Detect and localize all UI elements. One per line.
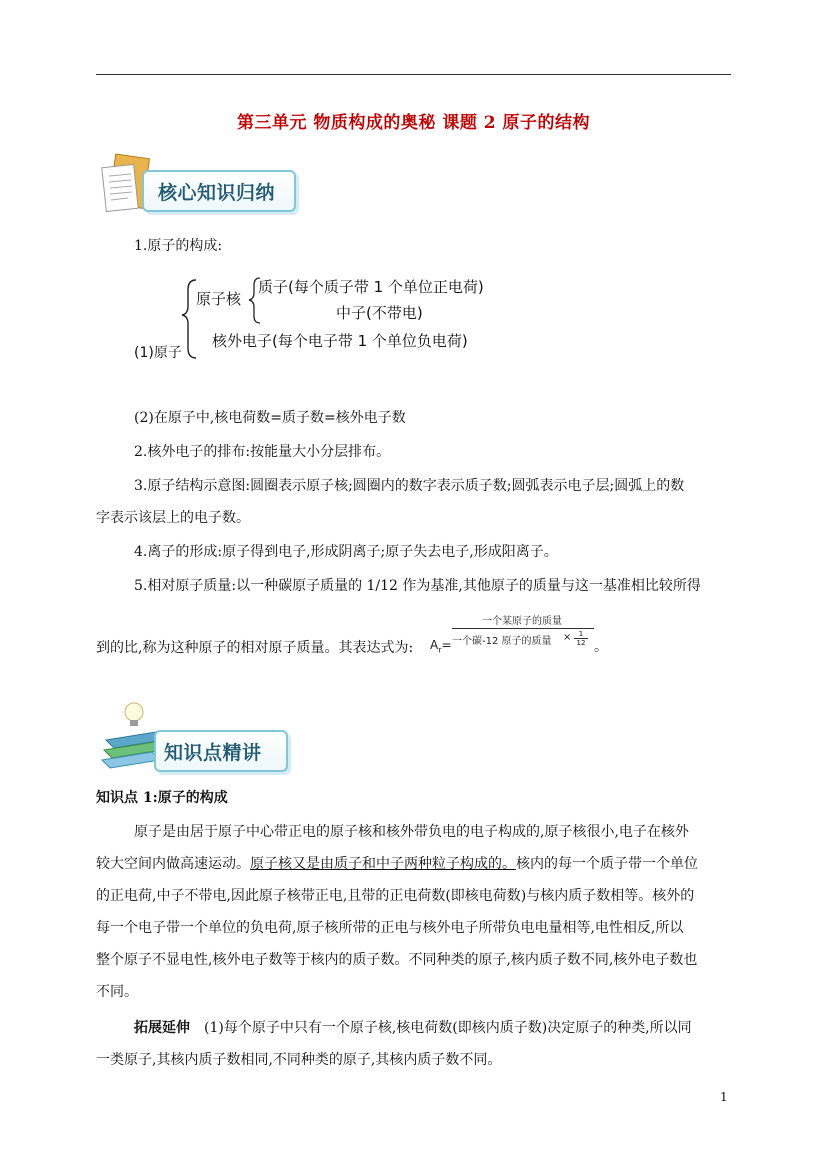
core-item-3-line-1: 3.原子结构示意图:圆圈表示原子核;圆圈内的数字表示质子数;圆弧表示电子层;圆弧上的数 — [134, 478, 685, 494]
extension-label: 拓展延伸 — [134, 1020, 190, 1036]
formula-equals: = — [441, 638, 452, 652]
nucleus-label: 原子核 — [196, 290, 242, 308]
formula-fraction-bar — [452, 628, 594, 629]
formula-small-fraction — [574, 630, 588, 647]
extension-line-2: 一类原子,其核内质子数相同,不同种类的原子,其核内质子数不同。 — [96, 1052, 502, 1068]
neutron-label: 中子(不带电) — [336, 304, 423, 322]
atom-composition-diagram — [134, 268, 554, 368]
formula-lhs-subscript: r — [438, 645, 442, 655]
kp1-line-3: 的正电荷,中子不带电,因此原子核带正电,且带的正电荷数(即核电荷数)与核内质子数相等。核外的 — [96, 888, 695, 904]
atom-label: (1)原子 — [134, 345, 182, 361]
formula-denominator: 一个碳-12 原子的质量 — [452, 636, 552, 647]
formula-lhs-symbol: A — [430, 638, 439, 652]
knowledge-explain-banner — [98, 700, 298, 774]
extension-line-1 — [134, 1018, 692, 1038]
core-item-3-line-2: 字表示该层上的电子数。 — [96, 510, 250, 526]
core-item-5-line-2: 到的比,称为这种原子的相对原子质量。其表达式为: — [96, 640, 414, 656]
relative-atomic-mass-formula — [430, 612, 620, 658]
kp1-line-5: 整个原子不显电性,核外电子数等于核内的质子数。不同种类的原子,核内质子数不同,核外电子数也 — [96, 952, 698, 968]
core-knowledge-banner — [98, 152, 308, 222]
page-title: 第三单元 物质构成的奥秘 课题 2 原子的结构 — [236, 113, 590, 133]
kp1-line-2-underlined: 原子核又是由质子和中子两种粒子构成的。 — [250, 856, 516, 872]
formula-small-numerator: 1 — [578, 630, 584, 638]
kp1-line-2-part-a: 较大空间内做高速运动。 — [96, 856, 250, 872]
header-rule — [96, 74, 731, 75]
kp1-line-6: 不同。 — [96, 984, 138, 1000]
core-item-1b: (2)在原子中,核电荷数=质子数=核外电子数 — [134, 410, 406, 426]
core-item-4: 4.离子的形成:原子得到电子,形成阴离子;原子失去电子,形成阳离子。 — [134, 544, 558, 560]
formula-small-denominator: 12 — [576, 639, 586, 647]
formula-times: × — [563, 632, 572, 643]
knowledge-explain-label: 知识点精讲 — [164, 742, 262, 764]
page-number: 1 — [720, 1090, 728, 1104]
core-item-1: 1.原子的构成: — [134, 238, 223, 254]
formula-end: 。 — [594, 639, 608, 655]
core-item-5-line-1: 5.相对原子质量:以一种碳原子质量的 1/12 作为基准,其他原子的质量与这一基准相比较所得 — [134, 578, 701, 594]
core-knowledge-label: 核心知识归纳 — [158, 182, 276, 204]
knowledge-point-1-heading: 知识点 1:原子的构成 — [96, 790, 228, 806]
formula-lhs — [430, 638, 452, 654]
kp1-line-4: 每一个电子带一个单位的负电荷,原子核所带的正电与核外电子所带负电电量相等,电性相反,所以 — [96, 920, 684, 936]
kp1-line-1: 原子是由居于原子中心带正电的原子核和核外带负电的电子构成的,原子核很小,电子在核外 — [134, 824, 689, 840]
kp1-line-2-part-c: 核内的每一个质子带一个单位 — [516, 856, 698, 872]
extension-text-1: (1)每个原子中只有一个原子核,核电荷数(即核内质子数)决定原子的种类,所以同 — [204, 1020, 692, 1036]
core-item-2: 2.核外电子的排布:按能量大小分层排布。 — [134, 444, 391, 460]
proton-label: 质子(每个质子带 1 个单位正电荷) — [258, 278, 484, 296]
formula-numerator: 一个某原子的质量 — [482, 616, 562, 627]
kp1-line-2 — [96, 854, 698, 874]
electron-label: 核外电子(每个电子带 1 个单位负电荷) — [212, 332, 468, 350]
